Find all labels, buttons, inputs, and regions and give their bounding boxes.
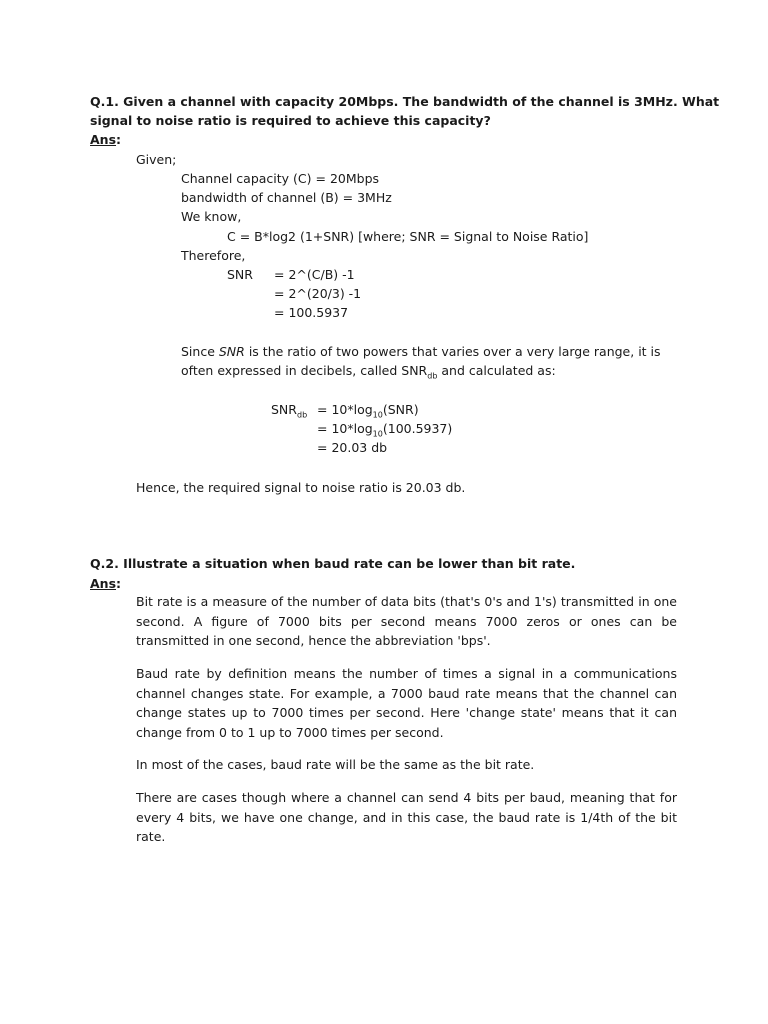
q2-para-bit-rate: Bit rate is a measure of the number of data bits (that's 0's and 1's) transmitted in one second. A figure of 7000 bits per second means 7000 zeros or ones can be transmitted in one second, hence the abbreviation 'bps'.: [136, 594, 677, 648]
q1-given: Given;: [136, 152, 177, 167]
q1-hence: Hence, the required signal to noise ratio is 20.03 db.: [136, 480, 466, 495]
q2-para-cases: There are cases though where a channel can send 4 bits per baud, meaning that for every 4 bits, we have one change, and in this case, the baud rate is 1/4th of the bit rate.: [136, 790, 677, 844]
q1-snr-step2: = 2^(20/3) -1: [274, 286, 362, 301]
q2-para-baud-rate: Baud rate by definition means the number of times a signal in a communications channel changes state. For example, a 7000 baud rate means that the channel can change states up to 7000 times per second. Here 'change state' means that it can change from 0 to 1 up to 7000 times per second.: [136, 666, 677, 740]
q1-therefore: Therefore,: [181, 248, 246, 263]
q1-often-line: often expressed in decibels, called $SNR_{db}$ and calculated as:: [181, 363, 556, 381]
q2-para-same: In most of the cases, baud rate will be the same as the bit rate.: [136, 757, 535, 772]
q1-snr-step3: = 100.5937: [274, 305, 349, 320]
q1-question-line2: signal to noise ratio is required to achieve this capacity?: [90, 113, 491, 128]
q1-snrdb-label: $SNR_{db}$: [271, 402, 308, 420]
q1-db-step3: = 20.03 db: [317, 440, 388, 455]
q1-formula: C = B*log2 (1+SNR) [where; SNR = Signal to Noise Ratio]: [227, 229, 589, 244]
q2-question: Q.2. Illustrate a situation when baud rate can be lower than bit rate.: [90, 556, 576, 571]
q1-bandwidth: bandwidth of channel (B) = 3MHz: [181, 190, 392, 205]
q1-db-step2: = $10*\log_{10}(100.5937)$: [317, 421, 453, 439]
q1-db-step1: = $10*\log_{10}(SNR)$: [317, 402, 419, 420]
q1-capacity: Channel capacity (C) = 20Mbps: [181, 171, 380, 186]
q1-we-know: We know,: [181, 209, 242, 224]
q1-since-line: Since SNR is the ratio of two powers that varies over a very large range, it is: [181, 344, 661, 359]
q1-question-line1: Q.1. Given a channel with capacity 20Mbps. The bandwidth of the channel is 3MHz. What: [90, 94, 720, 109]
q1-ans-label: Ans:: [90, 132, 122, 147]
q1-snr-label: SNR: [227, 267, 253, 282]
q2-ans-label: Ans:: [90, 576, 122, 591]
q1-snr-step1: = 2^(C/B) -1: [274, 267, 355, 282]
